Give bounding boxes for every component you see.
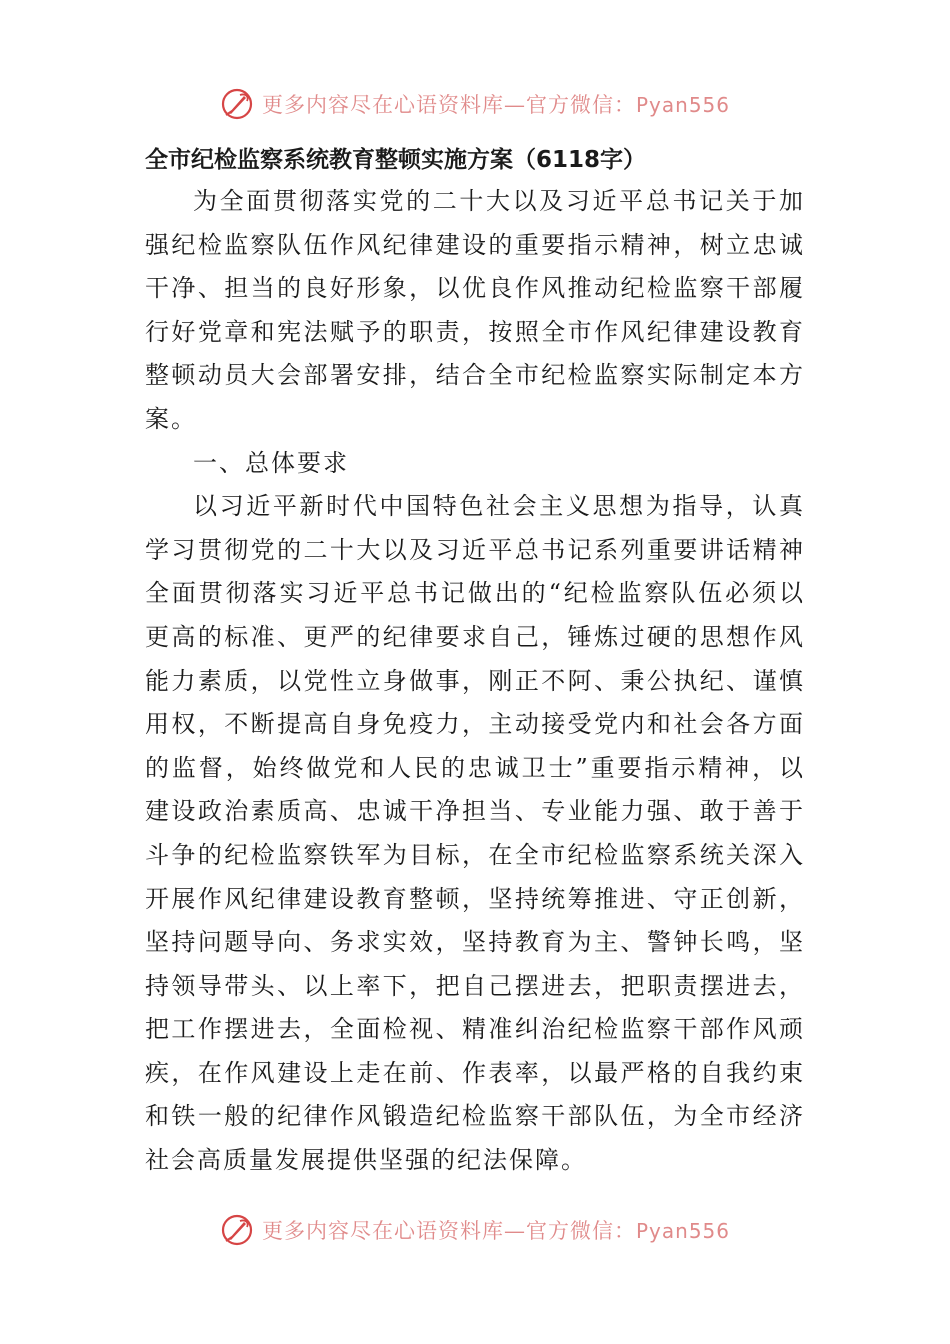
watermark-handle: Pyan556 bbox=[635, 1219, 730, 1243]
section-heading: 一、总体要求 bbox=[193, 448, 349, 477]
watermark-footer bbox=[0, 1210, 950, 1250]
watermark-header bbox=[0, 84, 950, 124]
quill-logo-icon bbox=[220, 87, 254, 121]
watermark-text: 更多内容尽在心语资料库—官方微信： bbox=[261, 1219, 636, 1243]
document-body bbox=[145, 140, 805, 1183]
document-title: 全市纪检监察系统教育整顿实施方案（6118字） bbox=[145, 147, 647, 173]
section-paragraph: 以习近平新时代中国特色社会主义思想为指导，认真学习贯彻党的二十大以及习近平总书记系列重要讲话精神全面贯彻落实习近平总书记做出的“纪检监察队伍必须以更高的标准、更严的纪律要求自己，锤炼过硬的思想作风能力素质，以党性立身做事，刚正不阿、秉公执纪、谨慎用权，不断提高自身免疫力，主动接受党内和社会各方面的监督，始终做党和人民的忠诚卫士”重要指示精神，以建设政治素质高、忠诚干净担当、专业能力强、敢于善于斗争的纪检监察铁军为目标，在全市纪检监察系统关深入开展作风纪律建设教育整顿，坚持统筹推进、守正创新，坚持问题导向、务求实效，坚持教育为主、警钟长鸣，坚持领导带头、以上率下，把自己摆进去，把职责摆进去，把工作摆进去，全面检视、精准纠治纪检监察干部作风顽疾，在作风建设上走在前、作表率，以最严格的自我约束和铁一般的纪律作风锻造纪检监察干部队伍，为全市经济社会高质量发展提供坚强的纪法保障。 bbox=[145, 492, 805, 1175]
watermark-handle: Pyan556 bbox=[635, 93, 730, 117]
intro-paragraph: 为全面贯彻落实党的二十大以及习近平总书记关于加强纪检监察队伍作风纪律建设的重要指示精神，树立忠诚干净、担当的良好形象，以优良作风推动纪检监察干部履行好党章和宪法赋予的职责，按照全市作风纪律建设教育整顿动员大会部署安排，结合全市纪检监察实际制定本方案。 bbox=[145, 187, 805, 433]
quill-logo-icon bbox=[220, 1213, 254, 1247]
watermark-text: 更多内容尽在心语资料库—官方微信： bbox=[261, 93, 636, 117]
